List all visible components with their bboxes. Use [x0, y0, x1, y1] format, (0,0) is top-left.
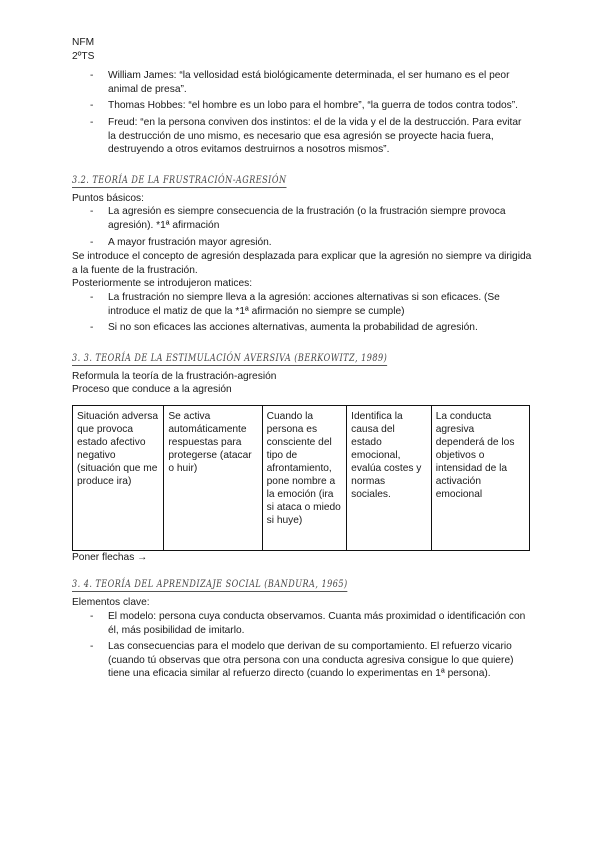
paragraph: Reformula la teoría de la frustración-agresión: [72, 370, 277, 382]
header-author: NFM: [72, 37, 95, 48]
header-course: 2ºTS: [72, 50, 95, 62]
paragraph: Se introduce el concepto de agresión desplazada para explicar que la agresión no siempre va dirigida a la fuente de la frustración.: [72, 251, 532, 276]
paragraph: Posteriormente se introdujeron matices:: [72, 278, 253, 290]
section-heading: 3. 4. TEORÍA DEL APRENDIZAJE SOCIAL (BANDURA, 1965): [72, 578, 348, 591]
list-item: - La frustración no siempre lleva a la agresión: acciones alternativas si son eficaces. (Se introduce el matiz de que la *1ª afirmación no siempre se cumple): [108, 291, 532, 318]
document-page: [72, 36, 532, 684]
process-table: [72, 405, 530, 551]
list-item: - A mayor frustración mayor agresión.: [108, 236, 532, 250]
list-item: - Freud: “en la persona conviven dos instintos: el de la vida y el de la destrucción. Para evitar la destrucción de uno mismo, es necesario que esa agresión se proyecte hacia fuera, destruyendo a otros evitamos destruirnos a nosotros mismos”.: [108, 116, 532, 157]
list-item: - Thomas Hobbes: “el hombre es un lobo para el hombre”, “la guerra de todos contra todos”.: [108, 99, 532, 113]
elements-label: Elementos clave:: [72, 597, 150, 609]
section-3-2: [72, 160, 532, 335]
table-note: Poner flechas →: [72, 551, 148, 563]
elements-list: [72, 610, 532, 681]
section-3-3: [72, 338, 532, 565]
list-item: - Las consecuencias para el modelo que derivan de su comportamiento. El refuerzo vicario (cuando tú observas que otra persona con una conducta agresiva consigue lo que quiere) tiene una eficacia similar al refuerzo directo (cuando lo experimentas en 1ª persona).: [108, 640, 532, 681]
paragraph: Proceso que conduce a la agresión: [72, 384, 232, 396]
table-cell: Se activa automáticamente respuestas para protegerse (atacar o huir): [164, 405, 262, 550]
table-row: [73, 405, 530, 550]
table-cell: Situación adversa que provoca estado afectivo negativo (situación que me produce ira): [73, 405, 164, 550]
table-cell: Cuando la persona es consciente del tipo de afrontamiento, pone nombre a la emoción (ira si ataca o miedo si huye): [262, 405, 347, 550]
basic-points-list: [72, 205, 532, 249]
list-item: - Si no son eficaces las acciones alternativas, aumenta la probabilidad de agresión.: [108, 321, 532, 335]
intro-quotes-list: [72, 69, 532, 157]
list-item: - William James: “la vellosidad está biológicamente determinada, el ser humano es el peor animal de presa”.: [108, 69, 532, 96]
list-item: - La agresión es siempre consecuencia de la frustración (o la frustración siempre provoca agresión). *1ª afirmación: [108, 205, 532, 232]
section-heading: 3. 3. TEORÍA DE LA ESTIMULACIÓN AVERSIVA (BERKOWITZ, 1989): [72, 351, 388, 364]
nuances-list: [72, 291, 532, 335]
basic-points-label: Puntos básicos:: [72, 192, 144, 204]
table-cell: La conducta agresiva dependerá de los objetivos o intensidad de la activación emocional: [431, 405, 529, 550]
table-cell: Identifica la causa del estado emocional, evalúa costes y normas sociales.: [347, 405, 432, 550]
section-3-4: [72, 564, 532, 681]
section-heading: 3.2. TEORÍA DE LA FRUSTRACIÓN-AGRESIÓN: [72, 173, 287, 186]
list-item: - El modelo: persona cuya conducta observamos. Cuanta más proximidad o identificación con él, más posibilidad de imitarlo.: [108, 610, 532, 637]
